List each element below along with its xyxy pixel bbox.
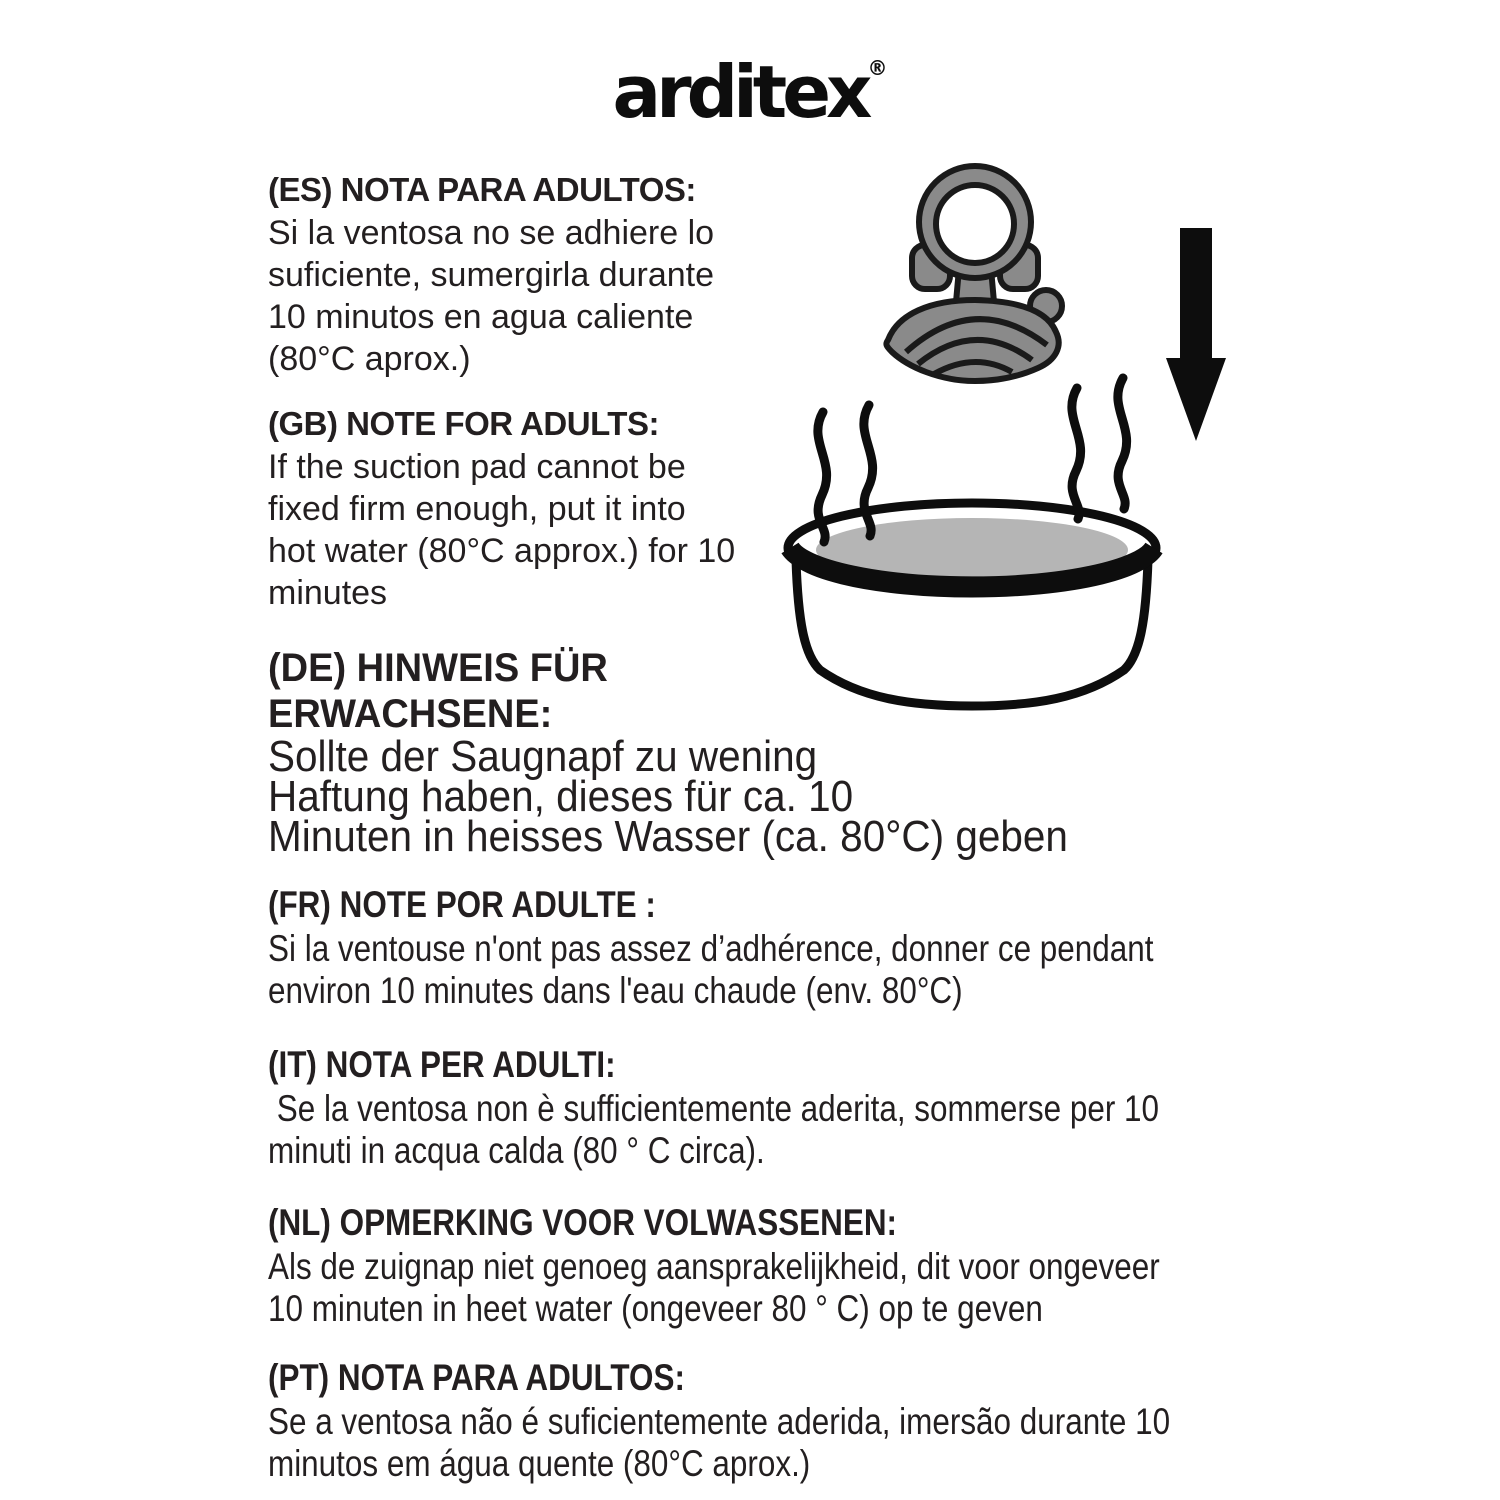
note-block-it	[268, 1042, 1159, 1172]
note-line: Haftung haben, dieses für ca. 10	[268, 772, 854, 821]
note-line: fixed firm enough, put it into	[268, 490, 686, 528]
suction-cup-icon	[886, 166, 1062, 381]
note-block-fr	[268, 882, 1153, 1012]
note-line: 10 minutos en agua caliente	[268, 298, 694, 336]
note-heading-es: (ES) NOTA PARA ADULTOS:	[268, 171, 696, 208]
note-line: minuti in acqua calda (80 ° C circa).	[268, 1130, 765, 1171]
arditex-logo	[0, 20, 1500, 140]
note-line: Se la ventosa non è sufficientemente aderita, sommerse per 10	[268, 1088, 1160, 1129]
note-block-de	[268, 645, 1137, 861]
note-line: minutos em água quente (80°C aprox.)	[268, 1443, 811, 1484]
note-line: (80°C aprox.)	[268, 340, 471, 378]
note-line: Sollte der Saugnapf zu wening	[268, 732, 818, 781]
note-line: environ 10 minutes dans l'eau chaude (env. 80°C)	[268, 970, 963, 1011]
note-heading-gb: (GB) NOTE FOR ADULTS:	[268, 405, 659, 442]
note-heading-nl: (NL) OPMERKING VOOR VOLWASSENEN:	[268, 1202, 898, 1243]
note-line: hot water (80°C approx.) for 10	[268, 532, 736, 570]
note-block-pt	[268, 1355, 1170, 1485]
note-heading-de: (DE) HINWEIS FÜR	[268, 646, 608, 690]
note-line: 10 minuten in heet water (ongeveer 80 ° C) op te geven	[268, 1288, 1043, 1329]
note-line: Si la ventouse n'ont pas assez d’adhérence, donner ce pendant	[268, 928, 1154, 969]
down-arrow-icon	[1166, 228, 1226, 441]
note-line: Si la ventosa no se adhiere lo	[268, 214, 715, 252]
note-heading-it: (IT) NOTA PER ADULTI:	[268, 1044, 616, 1085]
note-line: If the suction pad cannot be	[268, 448, 686, 486]
note-line: minutes	[268, 574, 388, 612]
note-line: Se a ventosa não é suficientemente aderida, imersão durante 10	[268, 1401, 1171, 1442]
note-block-nl	[268, 1200, 1160, 1330]
note-heading-de: ERWACHSENE:	[268, 692, 553, 736]
note-block-es	[268, 168, 714, 380]
note-heading-pt: (PT) NOTA PARA ADULTOS:	[268, 1357, 685, 1398]
note-block-gb	[268, 402, 735, 614]
note-body-de	[268, 732, 1068, 861]
registered-trademark: ®	[867, 56, 888, 80]
note-line: suficiente, sumergirla durante	[268, 256, 715, 294]
note-heading-fr: (FR) NOTE POR ADULTE :	[268, 884, 656, 925]
note-line: Als de zuignap niet genoeg aansprakelijkheid, dit voor ongeveer	[268, 1246, 1160, 1287]
note-line: Minuten in heisses Wasser (ca. 80°C) geben	[268, 812, 1068, 861]
arditex-logo-text: arditex	[612, 50, 868, 134]
